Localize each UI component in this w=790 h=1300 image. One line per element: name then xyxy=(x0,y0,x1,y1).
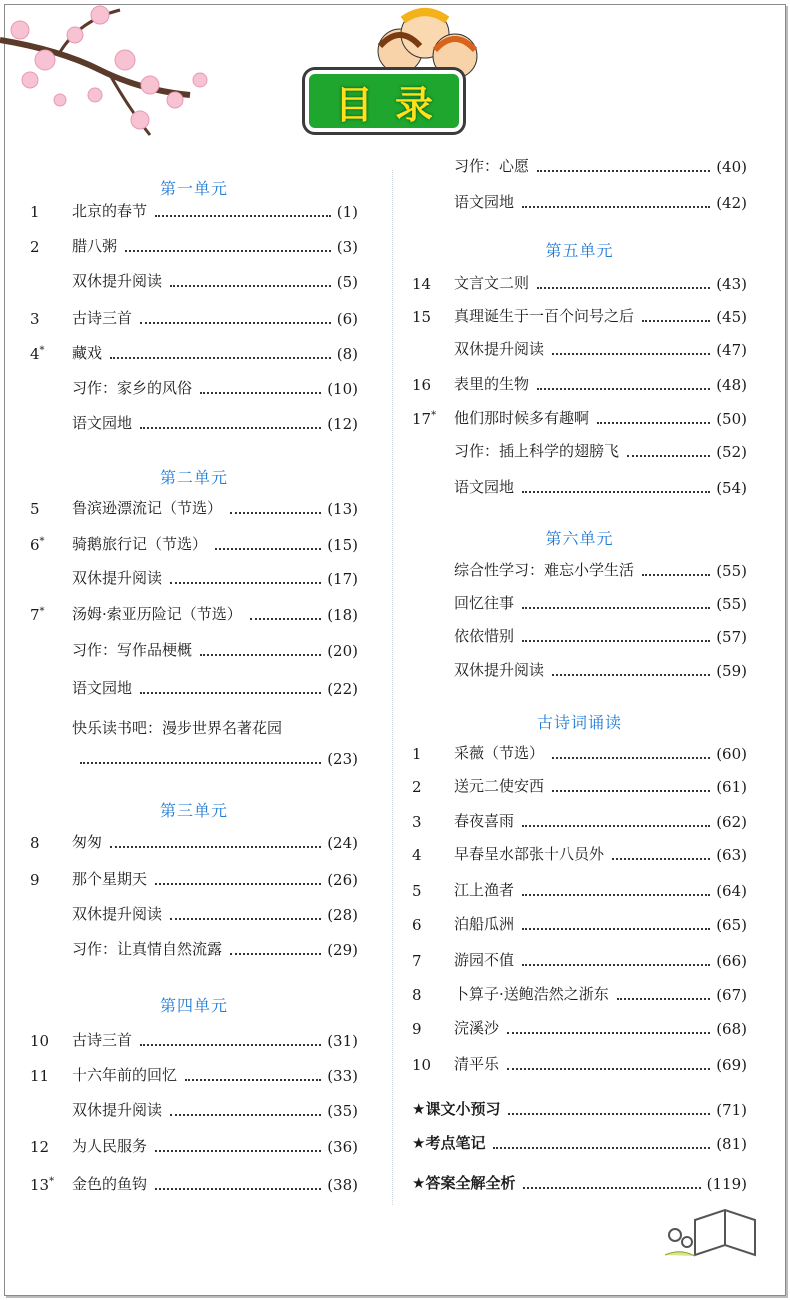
dot-leader xyxy=(642,320,710,322)
entry-number-text: 14 xyxy=(412,275,432,293)
toc-entry[interactable] xyxy=(30,1026,358,1052)
dot-leader xyxy=(185,1079,321,1081)
page-number: (62) xyxy=(716,813,747,831)
entry-number xyxy=(412,376,448,394)
section-heading: 第三单元 xyxy=(159,801,228,820)
entry-title: 江上渔者 xyxy=(454,881,515,899)
toc-entry[interactable] xyxy=(30,900,358,926)
toc-entry[interactable] xyxy=(412,1095,747,1121)
entry-title: 匆匆 xyxy=(72,833,103,851)
entry-title: 语文园地 xyxy=(72,414,133,432)
toc-entry[interactable] xyxy=(30,714,358,740)
entry-number-text: 16 xyxy=(412,376,432,394)
entry-number xyxy=(30,203,66,221)
toc-entry[interactable] xyxy=(412,910,747,936)
entry-number-text: 17 xyxy=(412,410,432,428)
entry-number xyxy=(412,986,448,1004)
page-number: (5) xyxy=(336,273,358,291)
section-heading: 第五单元 xyxy=(545,241,614,260)
dot-leader xyxy=(552,790,710,792)
dot-leader xyxy=(125,250,331,252)
entry-number xyxy=(412,813,448,831)
entry-number xyxy=(412,308,448,326)
entry-number-text: 2 xyxy=(30,238,40,256)
dot-leader xyxy=(627,455,710,457)
entry-title: 古诗三首 xyxy=(72,309,133,327)
entry-number xyxy=(30,1138,66,1156)
entry-title: 游园不值 xyxy=(454,951,515,969)
entry-title: 习作：心愿 xyxy=(454,157,530,175)
entry-title: 快乐读书吧：漫步世界名著花园 xyxy=(72,719,283,737)
dot-leader xyxy=(200,392,321,394)
entry-number-text: 8 xyxy=(412,986,422,1004)
toc-entry[interactable] xyxy=(30,374,358,400)
page-number: (52) xyxy=(716,443,747,461)
page-number: (71) xyxy=(716,1101,747,1119)
toc-entry[interactable] xyxy=(30,1132,358,1158)
entry-number xyxy=(412,778,448,796)
toc-entry[interactable] xyxy=(412,335,747,361)
page-number: (15) xyxy=(327,536,358,554)
entry-title: 北京的春节 xyxy=(72,202,148,220)
entry-number-text: 11 xyxy=(30,1067,50,1085)
entry-title: 文言文二则 xyxy=(454,274,530,292)
dot-leader xyxy=(170,918,321,920)
entry-title: 语文园地 xyxy=(72,679,133,697)
entry-title: 泊船瓜洲 xyxy=(454,915,515,933)
entry-title: 语文园地 xyxy=(454,478,515,496)
dot-leader xyxy=(507,1068,710,1070)
toc-entry[interactable] xyxy=(412,840,747,866)
optional-lesson-mark: * xyxy=(49,1176,55,1187)
toc-entry[interactable] xyxy=(30,197,358,223)
entry-number xyxy=(30,536,66,554)
entry-title: 习作：写作品梗概 xyxy=(72,641,193,659)
toc-entry[interactable] xyxy=(412,772,747,798)
dot-leader xyxy=(155,883,321,885)
entry-number-text: 10 xyxy=(412,1056,432,1074)
page-number: (50) xyxy=(716,410,747,428)
entry-number xyxy=(30,1176,66,1194)
title-char-1: 目 xyxy=(334,82,373,127)
toc-entry[interactable] xyxy=(412,1050,747,1076)
entry-number-text: 2 xyxy=(412,778,422,796)
entry-number-text: 15 xyxy=(412,308,432,326)
toc-entry[interactable] xyxy=(412,437,747,463)
page-number: (47) xyxy=(716,341,747,359)
toc-entry[interactable] xyxy=(412,656,747,682)
entry-number-text: 8 xyxy=(30,834,40,852)
toc-entry[interactable] xyxy=(412,473,747,499)
entry-number-text: 12 xyxy=(30,1138,50,1156)
toc-entry[interactable] xyxy=(412,556,747,582)
dot-leader xyxy=(597,422,710,424)
dot-leader xyxy=(140,692,321,694)
entry-title: 鲁滨逊漂流记（节选） xyxy=(72,499,223,517)
dot-leader xyxy=(537,170,710,172)
entry-title: ★课文小预习 xyxy=(412,1100,501,1118)
section-heading: 第二单元 xyxy=(159,468,228,487)
dot-leader xyxy=(110,357,331,359)
page-number: (43) xyxy=(716,275,747,293)
page-number: (13) xyxy=(327,500,358,518)
page-number: (55) xyxy=(716,595,747,613)
toc-entry[interactable] xyxy=(30,636,358,662)
toc-entry[interactable] xyxy=(412,622,747,648)
entry-title: 语文园地 xyxy=(454,193,515,211)
title-char-2: 录 xyxy=(395,82,434,127)
entry-title: 送元二使安西 xyxy=(454,777,545,795)
section-heading: 古诗词诵读 xyxy=(536,713,622,732)
page-number: (3) xyxy=(336,238,358,256)
dot-leader xyxy=(493,1147,710,1149)
entry-number xyxy=(30,871,66,889)
toc-entry[interactable] xyxy=(30,1061,358,1087)
page-number: (119) xyxy=(706,1175,747,1193)
entry-number-text: 7 xyxy=(412,952,422,970)
book-doodle-icon xyxy=(655,1190,765,1265)
optional-lesson-mark: * xyxy=(39,345,45,356)
page-number: (61) xyxy=(716,778,747,796)
page-number: (81) xyxy=(716,1135,747,1153)
dot-leader xyxy=(523,1187,700,1189)
entry-title: 回忆往事 xyxy=(454,594,515,612)
entry-title: ★答案全解全析 xyxy=(412,1174,516,1192)
dot-leader xyxy=(522,825,710,827)
page-number: (60) xyxy=(716,745,747,763)
toc-entry[interactable] xyxy=(412,946,747,972)
dot-leader xyxy=(522,894,710,896)
toc-entry[interactable] xyxy=(30,1096,358,1122)
toc-entry[interactable] xyxy=(30,304,358,330)
dot-leader xyxy=(230,512,321,514)
page-number: (42) xyxy=(716,194,747,212)
page-number: (54) xyxy=(716,479,747,497)
dot-leader xyxy=(140,427,321,429)
entry-title: 习作：插上科学的翅膀飞 xyxy=(454,442,620,460)
toc-entry[interactable] xyxy=(412,370,747,396)
page-number: (40) xyxy=(716,158,747,176)
page-number: (45) xyxy=(716,308,747,326)
page-number: (67) xyxy=(716,986,747,1004)
title-banner xyxy=(305,70,465,128)
page-number: (22) xyxy=(327,680,358,698)
page-number: (33) xyxy=(327,1067,358,1085)
toc-entry[interactable] xyxy=(412,302,747,328)
toc-entry[interactable] xyxy=(412,269,747,295)
entry-number xyxy=(30,345,66,363)
page-number: (65) xyxy=(716,916,747,934)
entry-title: 他们那时候多有趣啊 xyxy=(454,409,590,427)
entry-number-text: 13 xyxy=(30,1176,50,1194)
page-number: (17) xyxy=(327,570,358,588)
dot-leader xyxy=(110,846,321,848)
dot-leader xyxy=(552,674,710,676)
entry-number-text: 6 xyxy=(30,536,40,554)
entry-title: 十六年前的回忆 xyxy=(72,1066,178,1084)
page-number: (8) xyxy=(336,345,358,363)
entry-number-text: 3 xyxy=(412,813,422,831)
section-heading: 第一单元 xyxy=(159,179,228,198)
dot-leader xyxy=(507,1032,710,1034)
toc-entry[interactable] xyxy=(412,589,747,615)
toc-entry[interactable] xyxy=(30,494,358,520)
entry-number xyxy=(30,1032,66,1050)
dot-leader xyxy=(522,964,710,966)
cherry-blossom-decoration xyxy=(0,0,230,150)
toc-entry[interactable] xyxy=(30,744,358,770)
section-heading: 第四单元 xyxy=(159,996,228,1015)
entry-number xyxy=(412,1020,448,1038)
dot-leader xyxy=(522,640,710,642)
page-number: (55) xyxy=(716,562,747,580)
entry-number-text: 10 xyxy=(30,1032,50,1050)
entry-title: 古诗三首 xyxy=(72,1031,133,1049)
entry-title: 早春呈水部张十八员外 xyxy=(454,845,605,863)
entry-title: 为人民服务 xyxy=(72,1137,148,1155)
entry-title: 骑鹅旅行记（节选） xyxy=(72,535,208,553)
dot-leader xyxy=(140,322,331,324)
entry-number-text: 4 xyxy=(30,345,40,363)
dot-leader xyxy=(155,1150,321,1152)
entry-number xyxy=(412,882,448,900)
page-number: (48) xyxy=(716,376,747,394)
dot-leader xyxy=(155,215,331,217)
toc-entry[interactable] xyxy=(30,232,358,258)
page-number: (68) xyxy=(716,1020,747,1038)
dot-leader xyxy=(215,548,321,550)
toc-entry[interactable] xyxy=(412,980,747,1006)
toc-entry[interactable] xyxy=(30,530,358,556)
entry-title: 金色的鱼钩 xyxy=(72,1175,148,1193)
entry-number xyxy=(412,1056,448,1074)
entry-title: 依依惜别 xyxy=(454,627,515,645)
dot-leader xyxy=(522,206,710,208)
entry-number-text: 1 xyxy=(412,745,422,763)
dot-leader xyxy=(140,1044,321,1046)
dot-leader xyxy=(170,285,331,287)
entry-number xyxy=(30,500,66,518)
dot-leader xyxy=(537,388,710,390)
page-number: (24) xyxy=(327,834,358,852)
page-number: (59) xyxy=(716,662,747,680)
toc-entry[interactable] xyxy=(412,188,747,214)
page-number: (28) xyxy=(327,906,358,924)
entry-title: 藏戏 xyxy=(72,344,103,362)
dot-leader xyxy=(80,762,321,764)
dot-leader xyxy=(250,618,321,620)
entry-number xyxy=(412,916,448,934)
entry-title: 卜算子·送鲍浩然之浙东 xyxy=(454,985,609,1003)
toc-entry[interactable] xyxy=(30,339,358,365)
entry-title: 双休提升阅读 xyxy=(72,1101,163,1119)
page-number: (35) xyxy=(327,1102,358,1120)
entry-number-text: 6 xyxy=(412,916,422,934)
column-divider xyxy=(392,170,393,1205)
page-number: (20) xyxy=(327,642,358,660)
entry-title: 习作：让真情自然流露 xyxy=(72,940,223,958)
dot-leader xyxy=(617,998,710,1000)
dot-leader xyxy=(508,1113,710,1115)
page-number: (23) xyxy=(327,750,358,768)
page-number: (29) xyxy=(327,941,358,959)
entry-number-text: 7 xyxy=(30,606,40,624)
page-number: (1) xyxy=(336,203,358,221)
entry-number-text: 5 xyxy=(30,500,40,518)
entry-number xyxy=(412,952,448,970)
entry-title: 综合性学习：难忘小学生活 xyxy=(454,561,635,579)
page-number: (64) xyxy=(716,882,747,900)
dot-leader xyxy=(230,953,321,955)
entry-number-text: 1 xyxy=(30,203,40,221)
entry-title: 汤姆·索亚历险记（节选） xyxy=(72,605,242,623)
entry-title: 那个星期天 xyxy=(72,870,148,888)
toc-entry[interactable] xyxy=(412,152,747,178)
dot-leader xyxy=(552,353,710,355)
page-number: (26) xyxy=(327,871,358,889)
section-heading: 第六单元 xyxy=(545,529,614,548)
page-number: (36) xyxy=(327,1138,358,1156)
entry-title: ★考点笔记 xyxy=(412,1134,486,1152)
toc-entry[interactable] xyxy=(30,935,358,961)
entry-number-text: 5 xyxy=(412,882,422,900)
dot-leader xyxy=(522,491,710,493)
dot-leader xyxy=(552,757,710,759)
dot-leader xyxy=(522,607,710,609)
entry-title: 习作：家乡的风俗 xyxy=(72,379,193,397)
toc-entry[interactable] xyxy=(30,828,358,854)
dot-leader xyxy=(200,654,321,656)
toc-entry[interactable] xyxy=(412,1014,747,1040)
optional-lesson-mark: * xyxy=(39,606,45,617)
dot-leader xyxy=(642,574,710,576)
entry-number xyxy=(30,1067,66,1085)
page-number: (10) xyxy=(327,380,358,398)
entry-title: 腊八粥 xyxy=(72,237,118,255)
dot-leader xyxy=(155,1188,321,1190)
page-number: (57) xyxy=(716,628,747,646)
dot-leader xyxy=(537,287,710,289)
entry-number xyxy=(30,238,66,256)
entry-title: 双休提升阅读 xyxy=(72,569,163,587)
dot-leader xyxy=(522,928,710,930)
entry-title: 双休提升阅读 xyxy=(72,272,163,290)
page-number: (69) xyxy=(716,1056,747,1074)
optional-lesson-mark: * xyxy=(39,536,45,547)
toc-entry[interactable] xyxy=(30,674,358,700)
entry-title: 双休提升阅读 xyxy=(454,340,545,358)
entry-title: 双休提升阅读 xyxy=(72,905,163,923)
entry-number xyxy=(30,834,66,852)
toc-entry[interactable] xyxy=(412,404,747,430)
entry-number xyxy=(412,410,448,428)
entry-number xyxy=(412,745,448,763)
page-number: (6) xyxy=(336,310,358,328)
toc-entry[interactable] xyxy=(412,876,747,902)
page-number: (31) xyxy=(327,1032,358,1050)
toc-entry[interactable] xyxy=(412,739,747,765)
entry-number xyxy=(30,606,66,624)
toc-entry[interactable] xyxy=(30,564,358,590)
entry-number xyxy=(30,310,66,328)
entry-number-text: 4 xyxy=(412,846,422,864)
toc-entry[interactable] xyxy=(412,807,747,833)
toc-entry[interactable] xyxy=(30,267,358,293)
toc-entry[interactable] xyxy=(30,1170,358,1196)
page-number: (38) xyxy=(327,1176,358,1194)
toc-entry[interactable] xyxy=(30,600,358,626)
dot-leader xyxy=(170,582,321,584)
page-number: (63) xyxy=(716,846,747,864)
optional-lesson-mark: * xyxy=(431,410,437,421)
entry-title: 真理诞生于一百个问号之后 xyxy=(454,307,635,325)
page-number: (66) xyxy=(716,952,747,970)
toc-entry[interactable] xyxy=(30,409,358,435)
page-number: (12) xyxy=(327,415,358,433)
entry-number-text: 9 xyxy=(30,871,40,889)
entry-title: 双休提升阅读 xyxy=(454,661,545,679)
dot-leader xyxy=(170,1114,321,1116)
toc-entry[interactable] xyxy=(30,865,358,891)
entry-title: 表里的生物 xyxy=(454,375,530,393)
page-number: (18) xyxy=(327,606,358,624)
entry-title: 采薇（节选） xyxy=(454,744,545,762)
title-box xyxy=(305,70,463,132)
entry-title: 清平乐 xyxy=(454,1055,500,1073)
dot-leader xyxy=(612,858,710,860)
entry-title: 春夜喜雨 xyxy=(454,812,515,830)
entry-number-text: 9 xyxy=(412,1020,422,1038)
entry-number xyxy=(412,275,448,293)
entry-number xyxy=(412,846,448,864)
toc-entry[interactable] xyxy=(412,1129,747,1155)
entry-title: 浣溪沙 xyxy=(454,1019,500,1037)
entry-number-text: 3 xyxy=(30,310,40,328)
